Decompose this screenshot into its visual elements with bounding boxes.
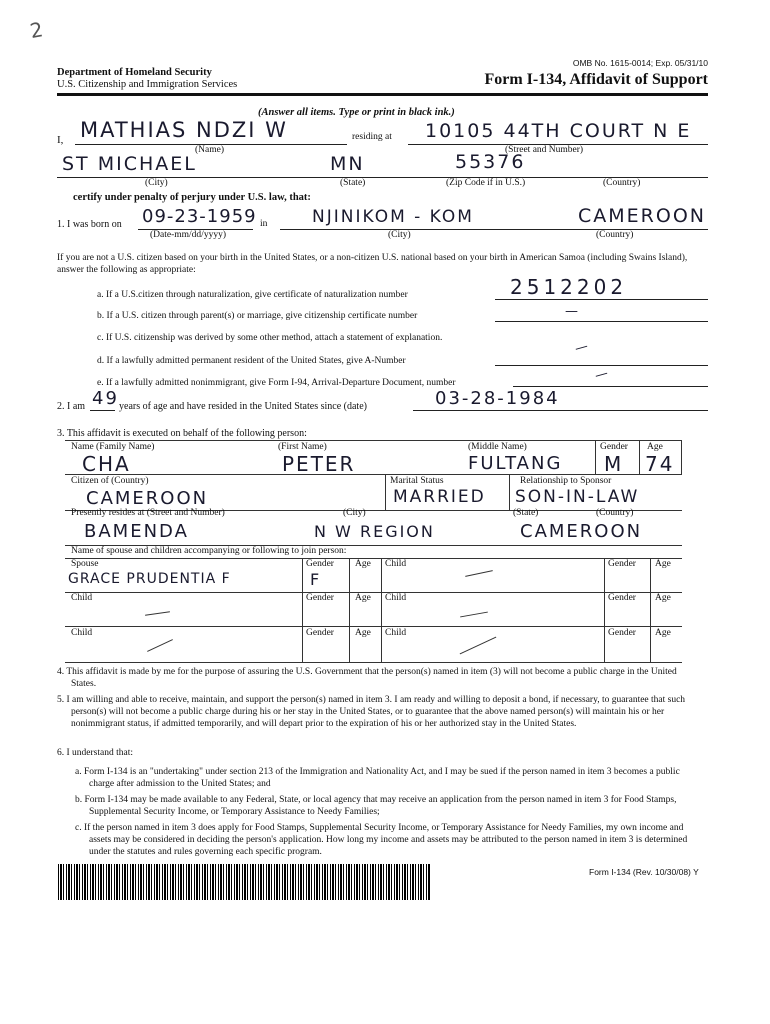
table-top <box>65 440 682 441</box>
item6-b: b. Form I-134 may be made available to any Federal, State, or local agency that may receive an application from the person named in item 3 for Food Stamps, Supplemental Security Income, or Temporary Assistance to Needy Families; <box>75 795 677 817</box>
child4-header: Child <box>71 628 93 638</box>
grid-row1-rule <box>65 592 682 593</box>
beneficiary-gender[interactable]: M <box>604 452 624 476</box>
beneficiary-age[interactable]: 74 <box>645 452 675 476</box>
present-address-header: Presently resides at (Street and Number) <box>71 508 225 518</box>
born-on-label: 1. I was born on <box>57 219 122 230</box>
residence-state-header: (State) <box>513 508 539 518</box>
resided-since[interactable]: 03-28-1984 <box>435 388 560 409</box>
birth-city[interactable]: NJINIKOM - KOM <box>312 207 474 227</box>
omb-number: OMB No. 1615-0014; Exp. 05/31/10 <box>572 58 708 68</box>
item3-label: 3. This affidavit is executed on behalf of the following person: <box>57 428 307 439</box>
item5-text: 5. I am willing and able to receive, maintain, and support the person(s) named in item 3. I am ready and willing to deposit a bond, if necessary, to guarantee that such person(s) will not become a public charge during his or her stay in the United States, or to guarantee that the above named person(s) will maintain his or her nonimmigrant status, if admitted temporarily, and will depart prior to the expiration of his or her authorized stay in the United States. <box>57 695 686 729</box>
city-caption: (City) <box>145 178 168 188</box>
item6-c: c. If the person named in item 3 does apply for Food Stamps, Supplemental Security Income, or Temporary Assistance for Needy Families, my own income and assets may be considered in deciding the person's application. How long my income and assets may be attributed to the person named in item 3 is determined under the statutes and rules governing each specific program. <box>75 823 688 857</box>
affiant-zip[interactable]: 55376 <box>455 151 526 173</box>
spouse-gender-header: Gender <box>306 559 334 569</box>
birthplace-line <box>280 229 708 230</box>
family-name-header: Name (Family Name) <box>71 442 155 452</box>
instructions: (Answer all items. Type or print in black ink.) <box>258 107 455 118</box>
affiant-name[interactable]: MATHIAS NDZI W <box>80 118 288 142</box>
option-b-value[interactable]: — <box>565 304 580 319</box>
age-line <box>90 410 115 411</box>
birth-country-caption: (Country) <box>596 230 634 240</box>
child2-header: Child <box>71 593 93 603</box>
spouse-age-header: Age <box>355 559 371 569</box>
certify-statement: certify under penalty of perjury under U.S. law, that: <box>73 192 311 203</box>
option-a-value[interactable]: 2512202 <box>510 275 628 299</box>
beneficiary-family-name[interactable]: CHA <box>82 452 131 476</box>
option-b-label: b. If a U.S. citizen through parent(s) or marriage, give citizenship certificate number <box>97 311 418 321</box>
age-prefix: 2. I am <box>57 401 86 412</box>
residing-label: residing at <box>352 132 392 142</box>
option-e-line <box>513 386 708 387</box>
name-caption: (Name) <box>195 145 225 155</box>
beneficiary-citizenship[interactable]: CAMEROON <box>86 488 209 509</box>
first-name-header: (First Name) <box>278 442 327 452</box>
birth-city-caption: (City) <box>388 230 411 240</box>
residence-city-header: (City) <box>343 508 366 518</box>
beneficiary-first-name[interactable]: PETER <box>282 452 356 476</box>
age-header: Age <box>647 442 663 452</box>
spouse-header: Spouse <box>71 559 99 569</box>
relationship-to-sponsor[interactable]: SON-IN-LAW <box>515 487 640 507</box>
accompany-label: Name of spouse and children accompanying or following to join person: <box>71 546 347 556</box>
grid-col1 <box>302 558 303 663</box>
grid-col5 <box>650 558 651 663</box>
street-caption: (Street and Number) <box>505 145 584 155</box>
nonbirth-instructions: If you are not a U.S. citizen based on your birth in the United States, or a non-citizen U.S. national based on your birth in American Samoa (including Swains Island), answer the following as appropriate: <box>57 253 688 275</box>
i-label: I, <box>57 134 64 146</box>
residence-country-header: (Country) <box>596 508 634 518</box>
zip-caption: (Zip Code if in U.S.) <box>446 178 526 188</box>
grid-col2 <box>349 558 350 663</box>
affiant-state[interactable]: MN <box>330 153 365 175</box>
child2-gender-header: Gender <box>306 593 334 603</box>
header-rule <box>57 93 708 96</box>
corner-mark: 2 <box>28 16 47 44</box>
option-c-label: c. If U.S. citizenship was derived by some other method, attach a statement of explanation. <box>97 333 443 343</box>
birth-country[interactable]: CAMEROON <box>578 205 706 227</box>
residence-state[interactable]: N W REGION <box>314 522 435 541</box>
agency-name: U.S. Citizenship and Immigration Services <box>57 79 238 90</box>
since-line <box>413 410 708 411</box>
option-d-label: d. If a lawfully admitted permanent resident of the United States, give A-Number <box>97 356 406 366</box>
option-d-value[interactable]: — <box>573 338 592 357</box>
birth-date[interactable]: 09-23-1959 <box>142 206 257 227</box>
sponsor-age[interactable]: 49 <box>92 388 119 409</box>
row2-rule <box>65 474 682 475</box>
relationship-header: Relationship to Sponsor <box>520 476 612 486</box>
child1-header: Child <box>385 559 407 569</box>
item6-a: a. Form I-134 is an "undertaking" under section 213 of the Immigration and Nationality Act, and I may be sued if the person named in item 3 becomes a public charge after admission to the United States; and <box>75 767 680 789</box>
child4-age-header: Age <box>355 628 371 638</box>
item6-label: 6. I understand that: <box>57 748 133 758</box>
form-revision: Form I-134 (Rev. 10/30/08) Y <box>589 867 699 877</box>
child3-header: Child <box>385 593 407 603</box>
department-name: Department of Homeland Security <box>57 67 212 78</box>
option-e-label: e. If a lawfully admitted nonimmigrant, give Form I-94, Arrival-Departure Document, number <box>97 378 456 388</box>
child4-gender-header: Gender <box>306 628 334 638</box>
country-caption: (Country) <box>603 178 641 188</box>
option-b-line <box>495 321 708 322</box>
child5-age-header: Age <box>655 628 671 638</box>
child5-header: Child <box>385 628 407 638</box>
affiant-street[interactable]: 10105 44TH COURT N E <box>425 120 692 142</box>
gender-header: Gender <box>600 442 628 452</box>
affiant-city[interactable]: ST MICHAEL <box>62 153 197 175</box>
child1-age-header: Age <box>655 559 671 569</box>
child3-gender-header: Gender <box>608 593 636 603</box>
form-title: Form I-134, Affidavit of Support <box>484 71 708 88</box>
grid-row2-rule <box>65 626 682 627</box>
child1-gender-header: Gender <box>608 559 636 569</box>
state-caption: (State) <box>340 178 366 188</box>
beneficiary-marital-status[interactable]: MARRIED <box>393 487 486 507</box>
beneficiary-middle-name[interactable]: FULTANG <box>468 453 563 474</box>
option-a-line <box>495 299 708 300</box>
option-e-value[interactable]: — <box>593 365 612 384</box>
grid-col4 <box>604 558 605 663</box>
citizen-header: Citizen of (Country) <box>71 476 149 486</box>
middle-name-header: (Middle Name) <box>468 442 527 452</box>
age-suffix: years of age and have resided in the United States since (date) <box>119 401 367 412</box>
spouse-gender[interactable]: F <box>310 570 322 589</box>
residence-country[interactable]: CAMEROON <box>520 521 643 542</box>
option-a-label: a. If a U.S.citizen through naturalization, give certificate of naturalization number <box>97 290 408 300</box>
in-label: in <box>260 219 268 229</box>
child3-age-header: Age <box>655 593 671 603</box>
spouse-name[interactable]: GRACE PRUDENTIA F <box>68 571 231 587</box>
child2-age-header: Age <box>355 593 371 603</box>
marital-header: Marital Status <box>390 476 444 486</box>
date-caption: (Date-mm/dd/yyyy) <box>150 230 226 240</box>
item4-text: 4. This affidavit is made by me for the purpose of assuring the U.S. Government that the person(s) named in item (3) will not become a public charge in the United States. <box>57 667 677 689</box>
residence-city[interactable]: BAMENDA <box>84 521 189 542</box>
child5-gender-header: Gender <box>608 628 636 638</box>
barcode <box>58 864 431 900</box>
grid-col3 <box>381 558 382 663</box>
